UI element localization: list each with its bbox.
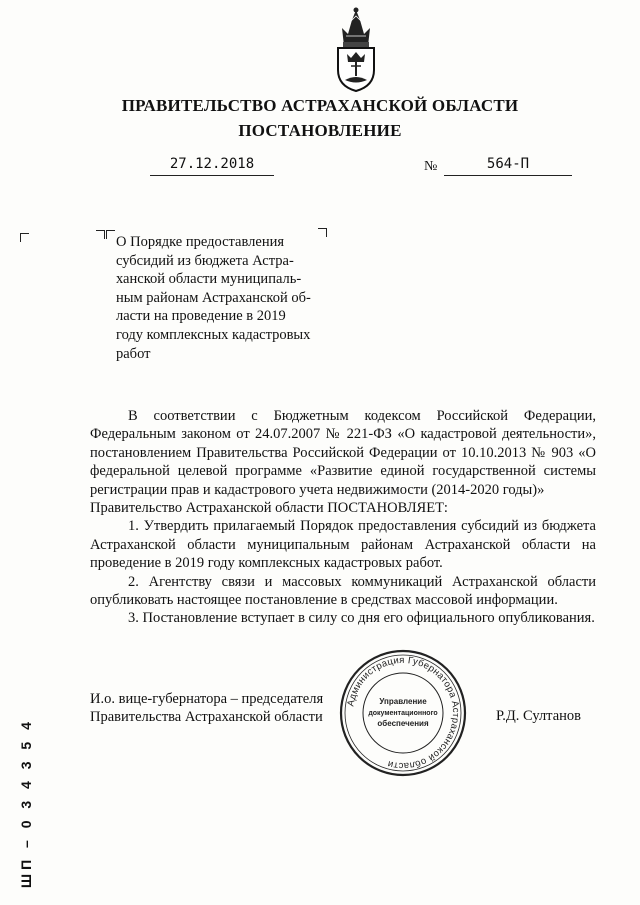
document-date: 27.12.2018 (169, 156, 255, 172)
document-number: 564-П (486, 156, 530, 172)
item-2-paragraph: 2. Агентству связи и массовых коммуникаций Астраханской области опубликовать настоящее постановление в средствах массовой информации. (90, 573, 596, 609)
stamp-center-line-1: Управление (379, 697, 427, 706)
date-underline (150, 175, 274, 176)
number-sign: № (424, 159, 438, 174)
official-stamp (338, 648, 468, 778)
subject-left-bracket-inner (106, 230, 115, 239)
item-1-paragraph: 1. Утвердить прилагаемый Порядок предоставления субсидий из бюджета Астраханской области муниципальным районам Астраханской области на проведение в 2019 году комплексных кадастровых работ. (90, 518, 596, 572)
coat-of-arms-emblem (330, 6, 382, 92)
signatory-position: И.о. вице-губернатора – председателя Правительства Астраханской области (90, 691, 324, 726)
stamp-center-line-2: документационного (368, 710, 438, 717)
document-type-heading: ПОСТАНОВЛЕНИЕ (238, 121, 402, 140)
preamble-paragraph: В соответствии с Бюджетным кодексом Российской Федерации, Федеральным законом от 24.07.2007 № 221-ФЗ «О кадастровой деятельности», постановлением Правительства Российской Федерации от 10.10.2013 № 903 «О федеральной целевой программе «Развитие единой государственной системы регистрации прав и кадастрового учета недвижимости (2014-2020 годы)» (90, 408, 596, 498)
signatory-name: Р.Д. Султанов (496, 708, 581, 724)
document-body (90, 407, 596, 628)
item-3-paragraph: 3. Постановление вступает в силу со дня его официального опубликования. (128, 610, 595, 627)
stamp-center-line-3: обеспечения (377, 719, 429, 728)
issuing-authority-heading: ПРАВИТЕЛЬСТВО АСТРАХАНСКОЙ ОБЛАСТИ (121, 96, 519, 115)
resolves-paragraph: Правительство Астраханской области ПОСТАНОВЛЯЕТ: (90, 500, 448, 517)
document-subject: О Порядке предоставления субсидий из бюджета Астра- ханской области муниципаль- ным районам Астраханской об- ласти на проведение в 2019 году комплексных кадастровых работ (116, 234, 311, 362)
form-serial-number: ШП – 0 3 4 3 5 4 (18, 718, 34, 888)
left-margin-bracket (20, 233, 29, 242)
subject-left-bracket (96, 230, 105, 239)
stamp-ring-text: Администрация Губернатора Астраханской области (345, 654, 462, 772)
subject-right-bracket (318, 228, 327, 237)
number-underline (444, 175, 572, 176)
